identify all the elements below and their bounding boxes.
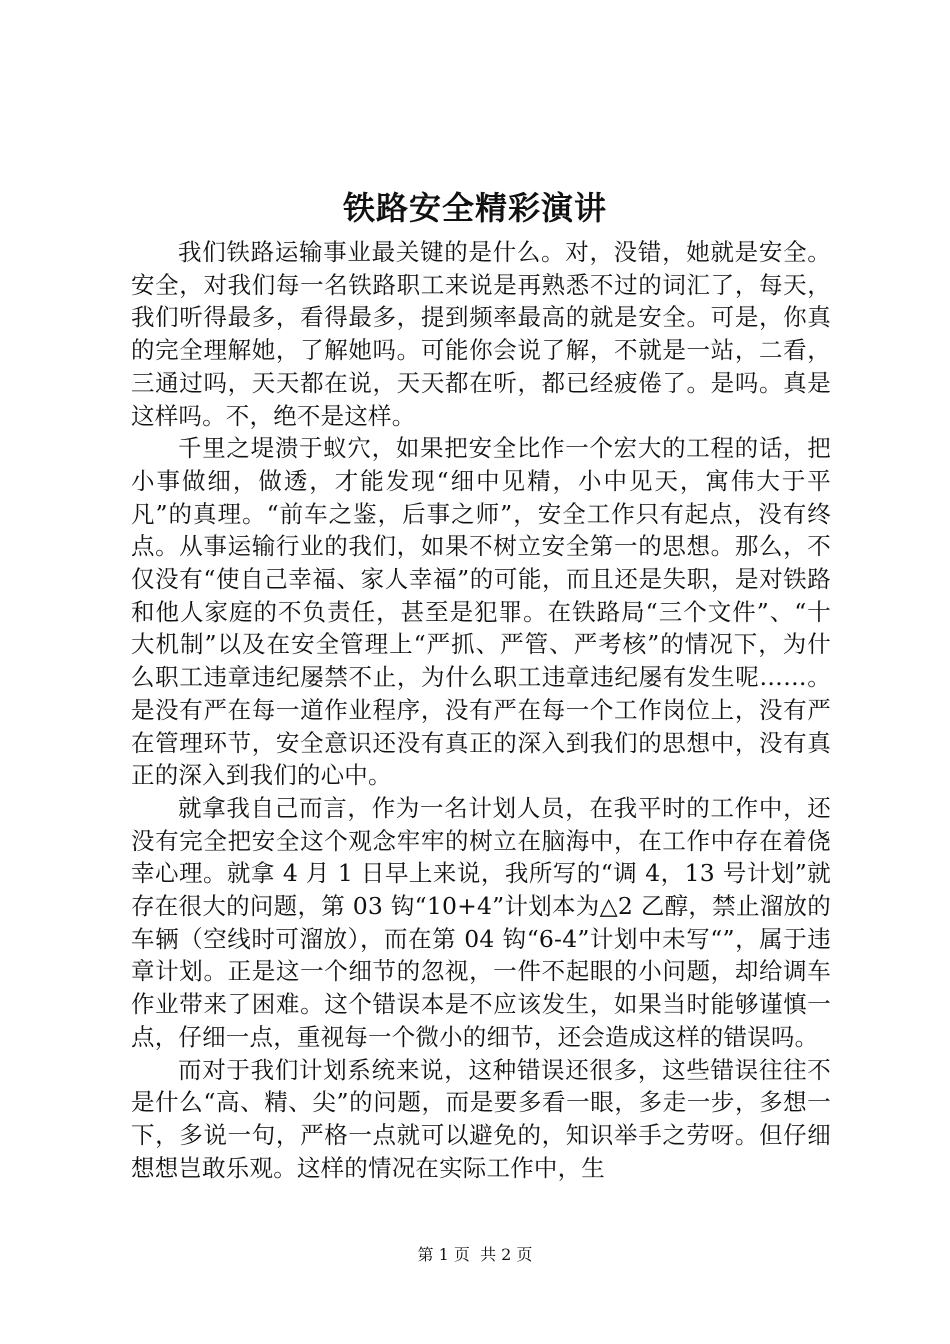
page-number-label: 第 1 页 共 2 页 (417, 1245, 533, 1264)
page-footer (0, 1243, 950, 1267)
document-title: 铁路安全精彩演讲 (342, 189, 607, 227)
document-body (131, 236, 831, 1184)
paragraph-2: 千里之堤溃于蚁穴，如果把安全比作一个宏大的工程的话，把小事做细，做透，才能发现“细中见精，小中见天，寓伟大于平凡”的真理。“前车之鉴，后事之师”，安全工作只有起点，没有终点。从事运输行业的我们，如果不树立安全第一的思想。那么，不仅没有“使自己幸福、家人幸福”的可能，而且还是失职，是对铁路和他人家庭的不负责任，甚至是犯罪。在铁路局“三个文件”、“十大机制”以及在安全管理上“严抓、严管、严考核”的情况下，为什么职工违章违纪屡禁不止，为什么职工违章违纪屡有发生呢……。是没有严在每一道作业程序，没有严在每一个工作岗位上，没有严在管理环节，安全意识还没有真正的深入到我们的思想中，没有真正的深入到我们的心中。 (131, 434, 831, 790)
paragraph-1: 我们铁路运输事业最关键的是什么。对，没错，她就是安全。安全，对我们每一名铁路职工来说是再熟悉不过的词汇了，每天，我们听得最多，看得最多，提到频率最高的就是安全。可是，你真的完全理解她，了解她吗。可能你会说了解，不就是一站，二看，三通过吗，天天都在说，天天都在听，都已经疲倦了。是吗。真是这样吗。不，绝不是这样。 (131, 238, 831, 430)
paragraph-3: 就拿我自己而言，作为一名计划人员，在我平时的工作中，还没有完全把安全这个观念牢牢的树立在脑海中，在工作中存在着侥幸心理。就拿 4 月 1 日早上来说，我所写的“调 4，13 号计划”就存在很大的问题，第 03 钩“10+4”计划本为△2 乙醇，禁止溜放的车辆（空线时可溜放），而在第 04 钩“6-4”计划中未写“”，属于违章计划。正是这一个细节的忽视，一件不起眼的小问题，却给调车作业带来了困难。这个错误本是不应该发生，如果当时能够谨慎一点，仔细一点，重视每一个微小的细节，还会造成这样的错误吗。 (131, 793, 831, 1051)
paragraph-4: 而对于我们计划系统来说，这种错误还很多，这些错误往往不是什么“高、精、尖”的问题，而是要多看一眼，多走一步，多想一下，多说一句，严格一点就可以避免的，知识举手之劳呀。但仔细想想岂敢乐观。这样的情况在实际工作中，生 (131, 1055, 831, 1182)
